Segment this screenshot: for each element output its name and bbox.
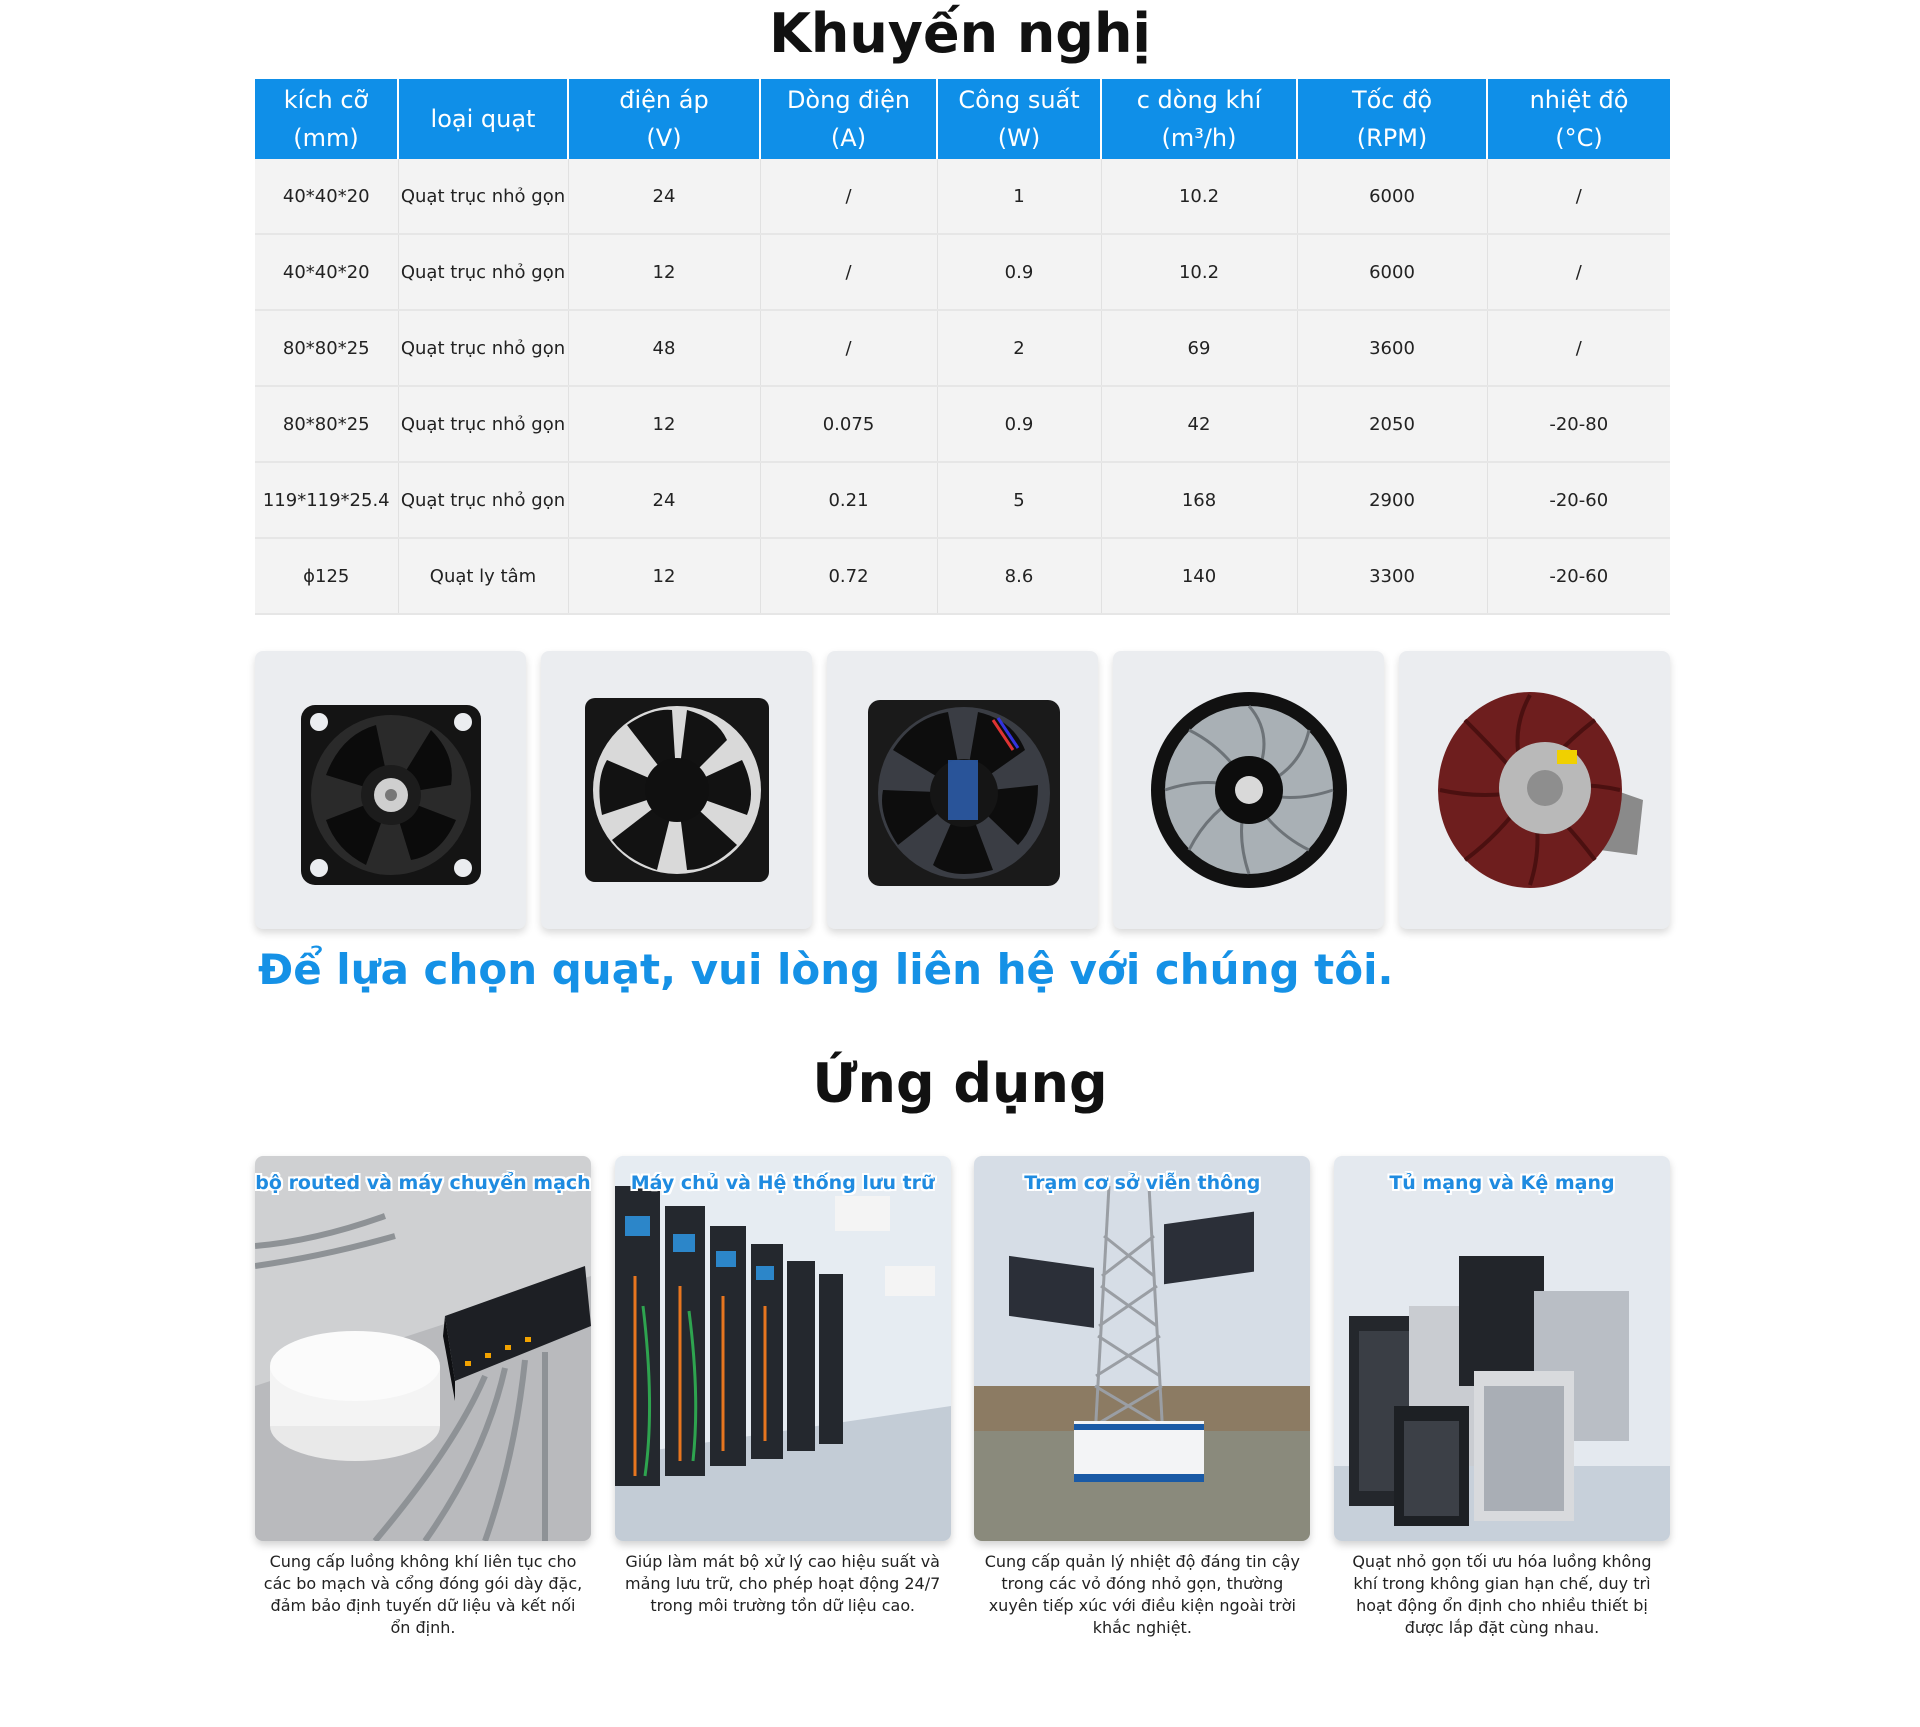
router-switch-image bbox=[255, 1156, 591, 1541]
compact-axial-fan-119mm-image bbox=[853, 680, 1073, 900]
table-cell: 0.075 bbox=[760, 386, 937, 462]
application-card[interactable] bbox=[1334, 1156, 1670, 1541]
table-cell: 24 bbox=[568, 159, 760, 234]
table-cell: -20-80 bbox=[1487, 386, 1670, 462]
table-cell: 8.6 bbox=[937, 538, 1101, 614]
telecom-base-station-image bbox=[974, 1156, 1310, 1541]
red-centrifugal-fan-image bbox=[1425, 680, 1645, 900]
table-row bbox=[255, 462, 1670, 538]
table-cell: Quạt trục nhỏ gọn bbox=[398, 386, 568, 462]
table-cell: Quạt ly tâm bbox=[398, 538, 568, 614]
table-cell: 10.2 bbox=[1101, 159, 1297, 234]
table-cell: -20-60 bbox=[1487, 538, 1670, 614]
table-cell: 140 bbox=[1101, 538, 1297, 614]
application-description: Cung cấp quản lý nhiệt độ đáng tin cậy trong các vỏ đóng nhỏ gọn, thường xuyên tiếp xúc với điều kiện ngoài trời khắc nghiệt. bbox=[984, 1552, 1300, 1637]
compact-axial-fan-80mm-image bbox=[567, 680, 787, 900]
application-description: Cung cấp luồng không khí liên tục cho các bo mạch và cổng đóng gói dày đặc, đảm bảo định tuyến dữ liệu và kết nối ổn định. bbox=[263, 1552, 583, 1637]
table-cell: -20-60 bbox=[1487, 462, 1670, 538]
table-row bbox=[255, 538, 1670, 614]
table-cell: 3300 bbox=[1297, 538, 1487, 614]
table-cell: 0.9 bbox=[937, 234, 1101, 310]
fan-spec-table bbox=[255, 79, 1670, 615]
header-fan-type: loại quạt bbox=[398, 79, 568, 159]
table-cell: Quạt trục nhỏ gọn bbox=[398, 234, 568, 310]
table-cell: 24 bbox=[568, 462, 760, 538]
application-item-servers bbox=[615, 1156, 951, 1639]
contact-message: Để lựa chọn quạt, vui lòng liên hệ với chúng tôi. bbox=[258, 945, 1394, 994]
application-card[interactable] bbox=[615, 1156, 951, 1541]
table-cell: 119*119*25.4 bbox=[255, 462, 398, 538]
table-cell: Quạt trục nhỏ gọn bbox=[398, 462, 568, 538]
applications-gallery bbox=[255, 1156, 1670, 1639]
table-cell: / bbox=[760, 234, 937, 310]
table-cell: 2050 bbox=[1297, 386, 1487, 462]
application-description: Quạt nhỏ gọn tối ưu hóa luồng không khí trong không gian hạn chế, duy trì hoạt động ổn định cho nhiều thiết bị được lắp đặt cùng nhau. bbox=[1352, 1552, 1652, 1637]
table-cell: 12 bbox=[568, 538, 760, 614]
application-card[interactable] bbox=[255, 1156, 591, 1541]
table-cell: 1 bbox=[937, 159, 1101, 234]
header-speed: Tốc độ (RPM) bbox=[1297, 79, 1487, 159]
table-cell: 69 bbox=[1101, 310, 1297, 386]
server-room-image bbox=[615, 1156, 951, 1541]
table-cell: / bbox=[1487, 234, 1670, 310]
header-current: Dòng điện (A) bbox=[760, 79, 937, 159]
header-voltage: điện áp (V) bbox=[568, 79, 760, 159]
fan-card[interactable] bbox=[255, 651, 526, 929]
fan-card[interactable] bbox=[1113, 651, 1384, 929]
table-cell: 0.21 bbox=[760, 462, 937, 538]
application-card[interactable] bbox=[974, 1156, 1310, 1541]
table-cell: 3600 bbox=[1297, 310, 1487, 386]
application-card-title: Máy chủ và Hệ thống lưu trữ bbox=[630, 1172, 935, 1194]
centrifugal-fan-image bbox=[1139, 680, 1359, 900]
application-card-title: Trạm cơ sở viễn thông bbox=[1024, 1172, 1261, 1194]
network-cabinet-image bbox=[1334, 1156, 1670, 1541]
application-item-network-cabinet bbox=[1334, 1156, 1670, 1639]
table-row bbox=[255, 234, 1670, 310]
header-power: Công suất (W) bbox=[937, 79, 1101, 159]
fan-card[interactable] bbox=[1399, 651, 1670, 929]
fan-product-gallery bbox=[255, 651, 1670, 929]
table-cell: 168 bbox=[1101, 462, 1297, 538]
header-temperature: nhiệt độ (°C) bbox=[1487, 79, 1670, 159]
application-item-telecom bbox=[974, 1156, 1310, 1639]
application-card-title: Tủ mạng và Kệ mạng bbox=[1389, 1172, 1615, 1194]
table-cell: Quạt trục nhỏ gọn bbox=[398, 310, 568, 386]
header-size: kích cỡ (mm) bbox=[255, 79, 398, 159]
table-cell: 5 bbox=[937, 462, 1101, 538]
table-cell: 48 bbox=[568, 310, 760, 386]
table-cell: 0.9 bbox=[937, 386, 1101, 462]
table-row bbox=[255, 310, 1670, 386]
table-cell: 80*80*25 bbox=[255, 310, 398, 386]
table-cell: / bbox=[760, 159, 937, 234]
table-cell: 40*40*20 bbox=[255, 234, 398, 310]
applications-title: Ứng dụng bbox=[812, 1052, 1108, 1115]
table-cell: 12 bbox=[568, 386, 760, 462]
table-cell: 12 bbox=[568, 234, 760, 310]
table-cell: Quạt trục nhỏ gọn bbox=[398, 159, 568, 234]
table-cell: 40*40*20 bbox=[255, 159, 398, 234]
compact-axial-fan-40mm-image bbox=[281, 680, 501, 900]
table-cell: / bbox=[760, 310, 937, 386]
table-header-row bbox=[255, 79, 1670, 159]
application-card-title: bộ routed và máy chuyển mạch bbox=[255, 1172, 591, 1194]
application-item-routers bbox=[255, 1156, 591, 1639]
header-airflow: c dòng khí (m³/h) bbox=[1101, 79, 1297, 159]
table-cell: 6000 bbox=[1297, 234, 1487, 310]
table-cell: 2 bbox=[937, 310, 1101, 386]
table-cell: / bbox=[1487, 159, 1670, 234]
table-row bbox=[255, 159, 1670, 234]
fan-card[interactable] bbox=[541, 651, 812, 929]
table-cell: 2900 bbox=[1297, 462, 1487, 538]
application-description: Giúp làm mát bộ xử lý cao hiệu suất và mảng lưu trữ, cho phép hoạt động 24/7 trong môi trường tồn dữ liệu cao. bbox=[625, 1552, 941, 1615]
table-cell: 0.72 bbox=[760, 538, 937, 614]
recommendation-title: Khuyến nghị bbox=[769, 2, 1151, 65]
table-cell: / bbox=[1487, 310, 1670, 386]
table-row bbox=[255, 386, 1670, 462]
table-cell: 10.2 bbox=[1101, 234, 1297, 310]
table-cell: 6000 bbox=[1297, 159, 1487, 234]
table-cell: ϕ125 bbox=[255, 538, 398, 614]
table-cell: 42 bbox=[1101, 386, 1297, 462]
fan-card[interactable] bbox=[827, 651, 1098, 929]
table-cell: 80*80*25 bbox=[255, 386, 398, 462]
